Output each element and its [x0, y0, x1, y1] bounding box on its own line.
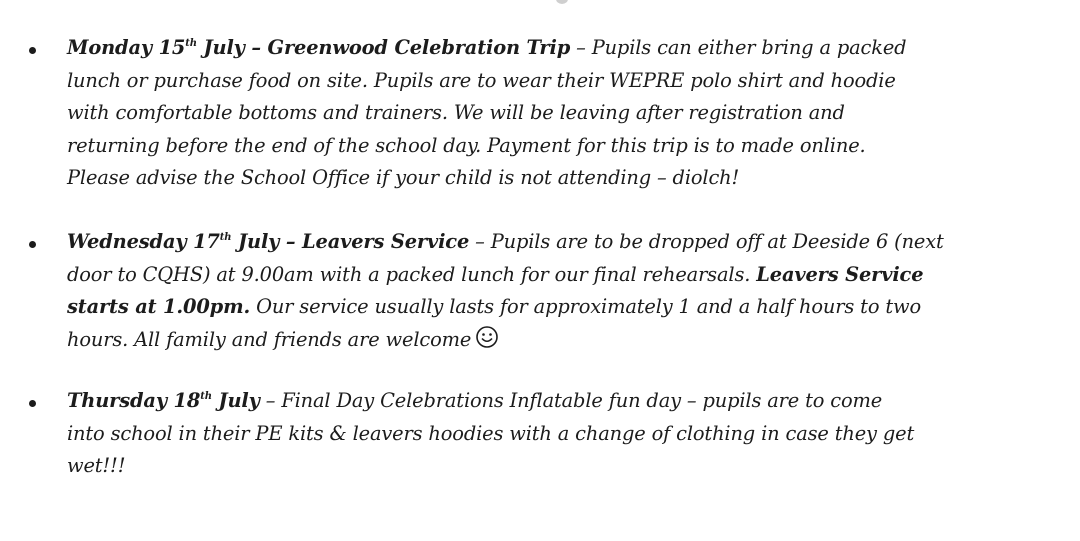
event-line: – Pupils can either bring a packed — [570, 36, 907, 59]
event-line: Please advise the School Office if your child is not attending – diolch! — [67, 166, 740, 189]
event-heading — [67, 389, 260, 412]
date-suffix: th — [200, 391, 212, 402]
bullet-icon — [29, 241, 36, 248]
event-line: with comfortable bottoms and trainers. We will be leaving after registration and — [67, 101, 845, 124]
event-day: Thursday 18 — [67, 389, 201, 412]
event-heading — [67, 36, 570, 59]
smiley-face-icon — [475, 325, 499, 360]
bullet-icon — [29, 47, 36, 54]
date-suffix: th — [219, 232, 232, 243]
event-text — [67, 226, 1073, 359]
event-text — [67, 385, 1073, 483]
page-top-mark — [556, 0, 568, 4]
bold-inline-text: Leavers Service — [756, 262, 924, 286]
event-heading-rest: July – Greenwood Celebration Trip — [196, 36, 571, 59]
event-text — [67, 32, 1073, 195]
event-heading — [67, 230, 469, 253]
event-line: Our service usually lasts for approximately 1 and a half hours to two — [250, 295, 921, 318]
date-suffix: th — [185, 38, 197, 49]
bullet-icon — [29, 400, 36, 407]
event-day: Monday 15 — [67, 36, 186, 59]
event-line: lunch or purchase food on site. Pupils are to wear their WEPRE polo shirt and hoodie — [67, 68, 896, 92]
event-heading-rest: July – Leavers Service — [231, 230, 470, 253]
event-line: into school in their PE kits & leavers hoodies with a change of clothing in case they get — [67, 421, 915, 445]
event-heading-rest: July — [211, 389, 260, 412]
event-day: Wednesday 17 — [67, 230, 220, 253]
event-line: returning before the end of the school day. Payment for this trip is to made online. — [67, 133, 866, 157]
event-line: door to CQHS) at 9.00am with a packed lunch for our final rehearsals. — [67, 262, 757, 286]
event-line: hours. All family and friends are welcome — [67, 327, 472, 351]
bold-start-time: starts at 1.00pm. — [67, 295, 251, 318]
event-line: – Pupils are to be dropped off at Deeside 6 (next — [469, 230, 944, 253]
event-line: wet!!! — [67, 454, 126, 477]
event-line: – Final Day Celebrations Inflatable fun day – pupils are to come — [259, 389, 883, 412]
